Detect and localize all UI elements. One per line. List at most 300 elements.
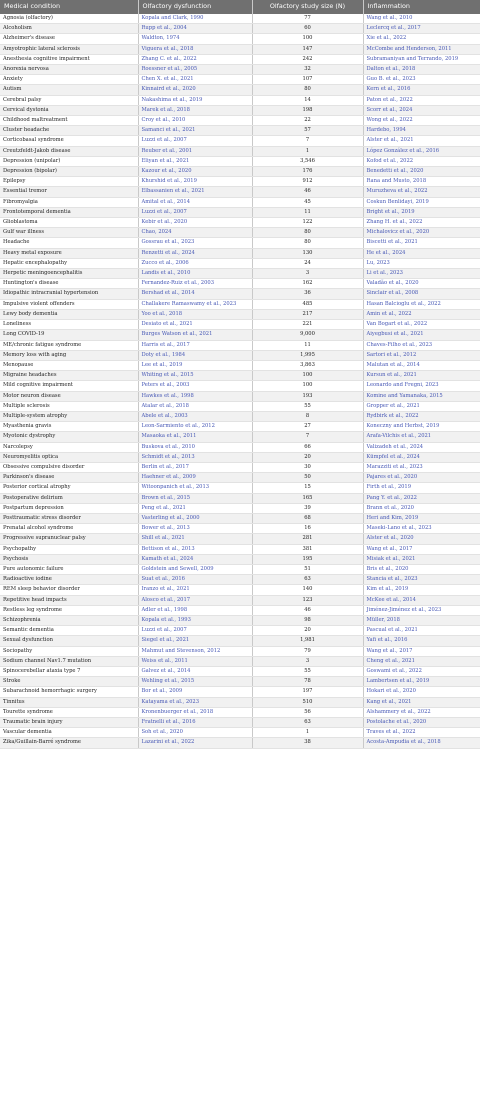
olfactory-citation-link[interactable]: Peng et al., 2021 xyxy=(138,503,252,513)
inflammation-citation-link[interactable]: Wang et al., 2017 xyxy=(363,646,480,656)
condition-cell: Postoperative delirium xyxy=(0,493,138,503)
olfactory-citation-link[interactable]: Amital et al., 2014 xyxy=(138,197,252,207)
study-size-cell: 38 xyxy=(252,738,363,748)
olfactory-citation-link[interactable]: Atalar et al., 2018 xyxy=(138,401,252,411)
olfactory-citation-link[interactable]: Bower et al., 2013 xyxy=(138,524,252,534)
table-row xyxy=(0,493,480,503)
inflammation-citation-link[interactable]: Paton et al., 2022 xyxy=(363,95,480,105)
inflammation-citation-link[interactable]: Kang et al., 2021 xyxy=(363,697,480,707)
inflammation-citation-link[interactable]: Sartori et al., 2012 xyxy=(363,350,480,360)
inflammation-citation-link[interactable]: Alshammery et al., 2022 xyxy=(363,707,480,717)
study-size-cell: 63 xyxy=(252,718,363,728)
inflammation-citation-link[interactable]: Rydbirk et al., 2022 xyxy=(363,411,480,421)
condition-cell: Posterior cortical atrophy xyxy=(0,483,138,493)
table-row xyxy=(0,350,480,360)
table-row xyxy=(0,299,480,309)
condition-cell: Sodium channel Nav1.7 mutation xyxy=(0,656,138,666)
study-size-cell: 107 xyxy=(252,75,363,85)
study-size-cell: 57 xyxy=(252,126,363,136)
table-row xyxy=(0,95,480,105)
condition-cell: Tourette syndrome xyxy=(0,707,138,717)
olfactory-citation-link[interactable]: Luzzi et al., 2007 xyxy=(138,136,252,146)
olfactory-citation-link[interactable]: Fernandez-Ruiz et al., 2003 xyxy=(138,279,252,289)
inflammation-citation-link[interactable]: Bris et al., 2020 xyxy=(363,564,480,574)
olfactory-citation-link[interactable]: Zucco et al., 2006 xyxy=(138,258,252,268)
olfactory-citation-link[interactable]: Witoonpanich et al., 2013 xyxy=(138,483,252,493)
condition-cell: Anesthesia cognitive impairment xyxy=(0,54,138,64)
condition-cell: Myotonic dystrophy xyxy=(0,432,138,442)
inflammation-citation-link[interactable]: Kursun et al., 2021 xyxy=(363,371,480,381)
olfactory-citation-link[interactable]: Khurshid et al., 2019 xyxy=(138,177,252,187)
olfactory-citation-link[interactable]: Hawkes et al., 1998 xyxy=(138,391,252,401)
inflammation-citation-link[interactable]: Lambertsen et al., 2019 xyxy=(363,677,480,687)
study-size-cell: 63 xyxy=(252,575,363,585)
olfactory-citation-link[interactable]: Nakashima et al., 2019 xyxy=(138,95,252,105)
inflammation-citation-link[interactable]: Xie et al., 2022 xyxy=(363,34,480,44)
olfactory-citation-link[interactable]: Galvez et al., 2014 xyxy=(138,667,252,677)
table-row xyxy=(0,718,480,728)
study-size-cell: 195 xyxy=(252,554,363,564)
inflammation-citation-link[interactable]: Arafa-Vilchis et al., 2021 xyxy=(363,432,480,442)
olfactory-citation-link[interactable]: Doty et al., 1984 xyxy=(138,350,252,360)
olfactory-citation-link[interactable]: Bor et al., 2009 xyxy=(138,687,252,697)
study-size-cell: 11 xyxy=(252,340,363,350)
condition-cell: Psychosis xyxy=(0,554,138,564)
table-row xyxy=(0,667,480,677)
condition-cell: Cerebral palsy xyxy=(0,95,138,105)
inflammation-citation-link[interactable]: Firth et al., 2019 xyxy=(363,483,480,493)
inflammation-citation-link[interactable]: Chaves-Filho et al., 2023 xyxy=(363,340,480,350)
table-header xyxy=(0,0,480,14)
condition-cell: REM sleep behavior disorder xyxy=(0,585,138,595)
inflammation-citation-link[interactable]: Kim et al., 2019 xyxy=(363,585,480,595)
olfactory-citation-link[interactable]: Peters et al., 2003 xyxy=(138,381,252,391)
condition-cell: Gulf war illness xyxy=(0,228,138,238)
table-row xyxy=(0,544,480,554)
inflammation-citation-link[interactable]: Guo B. et al., 2023 xyxy=(363,75,480,85)
table-row xyxy=(0,483,480,493)
inflammation-citation-link[interactable]: Rana and Musto, 2018 xyxy=(363,177,480,187)
olfactory-citation-link[interactable]: Suat et al., 2016 xyxy=(138,575,252,585)
olfactory-citation-link[interactable]: Lazarini et al., 2022 xyxy=(138,738,252,748)
olfactory-citation-link[interactable]: Fratnelli et al., 2016 xyxy=(138,718,252,728)
condition-cell: Anxiety xyxy=(0,75,138,85)
table-row xyxy=(0,309,480,319)
condition-cell: Agnosia (olfactory) xyxy=(0,14,138,24)
condition-cell: Headache xyxy=(0,238,138,248)
inflammation-citation-link[interactable]: López González et al., 2016 xyxy=(363,146,480,156)
inflammation-citation-link[interactable]: Gropper et al., 2021 xyxy=(363,401,480,411)
table-row xyxy=(0,707,480,717)
olfactory-citation-link[interactable]: Schmidt et al., 2013 xyxy=(138,452,252,462)
olfactory-citation-link[interactable]: Renzetti et al., 2024 xyxy=(138,248,252,258)
olfactory-citation-link[interactable]: Buskova et al., 2010 xyxy=(138,442,252,452)
inflammation-citation-link[interactable]: Misiak et al., 2021 xyxy=(363,554,480,564)
olfactory-citation-link[interactable]: Lee et al., 2019 xyxy=(138,360,252,370)
olfactory-citation-link[interactable]: Brown et al., 2015 xyxy=(138,493,252,503)
table-row xyxy=(0,24,480,34)
condition-cell: Amyotrophic lateral sclerosis xyxy=(0,44,138,54)
inflammation-citation-link[interactable]: Kümpfel et al., 2024 xyxy=(363,452,480,462)
inflammation-citation-link[interactable]: Li et al., 2023 xyxy=(363,269,480,279)
inflammation-citation-link[interactable]: Valizadeh et al., 2024 xyxy=(363,442,480,452)
study-size-cell: 68 xyxy=(252,513,363,523)
table-row xyxy=(0,554,480,564)
condition-cell: Tinnitus xyxy=(0,697,138,707)
olfactory-citation-link[interactable]: Soh et al., 2020 xyxy=(138,728,252,738)
table-row xyxy=(0,534,480,544)
study-size-cell: 66 xyxy=(252,442,363,452)
table-row xyxy=(0,177,480,187)
olfactory-citation-link[interactable]: Siegel et al., 2021 xyxy=(138,636,252,646)
inflammation-citation-link[interactable]: Jiménez-Jiménez et al., 2023 xyxy=(363,605,480,615)
study-size-cell: 27 xyxy=(252,422,363,432)
inflammation-citation-link[interactable]: Müller, 2018 xyxy=(363,615,480,625)
study-size-cell: 100 xyxy=(252,371,363,381)
condition-cell: Depression (unipolar) xyxy=(0,156,138,166)
inflammation-citation-link[interactable]: Heri and Kim, 2019 xyxy=(363,513,480,523)
study-size-cell: 16 xyxy=(252,524,363,534)
study-size-cell: 122 xyxy=(252,218,363,228)
study-size-cell: 80 xyxy=(252,228,363,238)
table-body xyxy=(0,14,480,748)
condition-cell: ME/chronic fatigue syndrome xyxy=(0,340,138,350)
condition-cell: Memory loss with aging xyxy=(0,350,138,360)
olfactory-citation-link[interactable]: Gossrau et al., 2023 xyxy=(138,238,252,248)
study-size-cell: 11 xyxy=(252,207,363,217)
condition-cell: Loneliness xyxy=(0,320,138,330)
study-size-cell: 50 xyxy=(252,473,363,483)
study-size-cell: 7 xyxy=(252,136,363,146)
olfactory-citation-link[interactable]: Waldton, 1974 xyxy=(138,34,252,44)
condition-cell: Epilepsy xyxy=(0,177,138,187)
table-row xyxy=(0,646,480,656)
study-size-cell: 79 xyxy=(252,646,363,656)
table-row xyxy=(0,320,480,330)
condition-cell: Spinocerebellar ataxia type 7 xyxy=(0,667,138,677)
table-row xyxy=(0,34,480,44)
study-size-cell: 197 xyxy=(252,687,363,697)
study-size-cell: 3,863 xyxy=(252,360,363,370)
olfactory-citation-link[interactable]: Zhang C. et al., 2022 xyxy=(138,54,252,64)
inflammation-citation-link[interactable]: Kern et al., 2016 xyxy=(363,85,480,95)
study-size-cell: 381 xyxy=(252,544,363,554)
olfactory-citation-link[interactable]: Kronenbuerger et al., 2018 xyxy=(138,707,252,717)
inflammation-citation-link[interactable]: Cheng et al., 2021 xyxy=(363,656,480,666)
olfactory-citation-link[interactable]: Wehling et al., 2015 xyxy=(138,677,252,687)
table-row xyxy=(0,54,480,64)
olfactory-citation-link[interactable]: Rupp et al., 2004 xyxy=(138,24,252,34)
table-row xyxy=(0,575,480,585)
inflammation-citation-link[interactable]: Marazziti et al., 2023 xyxy=(363,462,480,472)
condition-cell: Prenatal alcohol syndrome xyxy=(0,524,138,534)
condition-cell: Traumatic brain injury xyxy=(0,718,138,728)
inflammation-citation-link[interactable]: Lu, 2023 xyxy=(363,258,480,268)
inflammation-citation-link[interactable]: Zhang H. et al., 2022 xyxy=(363,218,480,228)
inflammation-citation-link[interactable]: Wang et al., 2010 xyxy=(363,14,480,24)
inflammation-citation-link[interactable]: Coskun Benlidayi, 2019 xyxy=(363,197,480,207)
condition-cell: Semantic dementia xyxy=(0,626,138,636)
olfactory-citation-link[interactable]: Kebir et al., 2020 xyxy=(138,218,252,228)
olfactory-citation-link[interactable]: Luzzi et al., 2007 xyxy=(138,626,252,636)
inflammation-citation-link[interactable]: Sinclair et al., 2008 xyxy=(363,289,480,299)
olfactory-citation-link[interactable]: Chen X. et al., 2021 xyxy=(138,75,252,85)
inflammation-citation-link[interactable]: Kofod et al., 2022 xyxy=(363,156,480,166)
olfactory-citation-link[interactable]: Samanci et al., 2021 xyxy=(138,126,252,136)
study-size-cell: 193 xyxy=(252,391,363,401)
condition-cell: Cluster headache xyxy=(0,126,138,136)
table-row xyxy=(0,330,480,340)
inflammation-citation-link[interactable]: Subramaniyan and Terrando, 2019 xyxy=(363,54,480,64)
inflammation-citation-link[interactable]: Alster et al., 2020 xyxy=(363,534,480,544)
condition-cell: Fibromyalgia xyxy=(0,197,138,207)
table-row xyxy=(0,728,480,738)
condition-cell: Posttraumatic stress disorder xyxy=(0,513,138,523)
condition-cell: Motor neuron disease xyxy=(0,391,138,401)
study-size-cell: 32 xyxy=(252,65,363,75)
condition-cell: Restless leg syndrome xyxy=(0,605,138,615)
inflammation-citation-link[interactable]: Leclercq et al., 2017 xyxy=(363,24,480,34)
condition-cell: Neuromyelitis optica xyxy=(0,452,138,462)
olfactory-citation-link[interactable]: Viguera et al., 2018 xyxy=(138,44,252,54)
condition-cell: Frontotemporal dementia xyxy=(0,207,138,217)
olfactory-citation-link[interactable]: Roessner et al., 2005 xyxy=(138,65,252,75)
condition-cell: Creutzfeldt-Jakob disease xyxy=(0,146,138,156)
olfactory-citation-link[interactable]: Harris et al., 2017 xyxy=(138,340,252,350)
inflammation-citation-link[interactable]: Hokari et al., 2020 xyxy=(363,687,480,697)
condition-cell: Zika/Guillain-Barré syndrome xyxy=(0,738,138,748)
header-row xyxy=(0,0,480,14)
study-size-cell: 100 xyxy=(252,34,363,44)
study-size-cell: 1 xyxy=(252,728,363,738)
inflammation-citation-link[interactable]: Yafi et al., 2016 xyxy=(363,636,480,646)
inflammation-citation-link[interactable]: Postolache et al., 2020 xyxy=(363,718,480,728)
olfactory-citation-link[interactable]: Kazour et al., 2020 xyxy=(138,167,252,177)
olfactory-citation-link[interactable]: Kopala and Clark, 1990 xyxy=(138,14,252,24)
olfactory-citation-link[interactable]: Chao, 2024 xyxy=(138,228,252,238)
inflammation-citation-link[interactable]: Van Bogart et al., 2022 xyxy=(363,320,480,330)
header-olfactory-dysfunction: Olfactory dysfunction xyxy=(138,0,252,14)
inflammation-citation-link[interactable]: Pang Y. et al., 2022 xyxy=(363,493,480,503)
table-row xyxy=(0,462,480,472)
study-size-cell: 55 xyxy=(252,667,363,677)
table-row xyxy=(0,656,480,666)
study-size-cell: 22 xyxy=(252,116,363,126)
condition-cell: Radioactive iodine xyxy=(0,575,138,585)
olfactory-citation-link[interactable]: Burges Watson et al., 2021 xyxy=(138,330,252,340)
table-row xyxy=(0,564,480,574)
olfactory-citation-link[interactable]: Shill et al., 2021 xyxy=(138,534,252,544)
olfactory-citation-link[interactable]: Bettison et al., 2013 xyxy=(138,544,252,554)
inflammation-citation-link[interactable]: Dalton et al., 2018 xyxy=(363,65,480,75)
condition-cell: Alzheimer's disease xyxy=(0,34,138,44)
olfactory-citation-link[interactable]: Mahmut and Stevenson, 2012 xyxy=(138,646,252,656)
study-size-cell: 485 xyxy=(252,299,363,309)
study-size-cell: 8 xyxy=(252,411,363,421)
olfactory-citation-link[interactable]: Challakere Ramaswamy et al., 2023 xyxy=(138,299,252,309)
olfactory-citation-link[interactable]: Vasterling et al., 2000 xyxy=(138,513,252,523)
table-row xyxy=(0,381,480,391)
table-row xyxy=(0,585,480,595)
study-size-cell: 55 xyxy=(252,401,363,411)
condition-cell: Lewy body dementia xyxy=(0,309,138,319)
olfactory-citation-link[interactable]: Reuber et al., 2001 xyxy=(138,146,252,156)
condition-cell: Huntington's disease xyxy=(0,279,138,289)
table-row xyxy=(0,116,480,126)
olfactory-citation-link[interactable]: Kamath et al., 2024 xyxy=(138,554,252,564)
study-size-cell: 15 xyxy=(252,483,363,493)
olfactory-citation-link[interactable]: Kopala et al., 1993 xyxy=(138,615,252,625)
study-size-cell: 14 xyxy=(252,95,363,105)
study-size-cell: 46 xyxy=(252,605,363,615)
study-size-cell: 198 xyxy=(252,105,363,115)
condition-cell: Stroke xyxy=(0,677,138,687)
olfactory-citation-link[interactable]: Marek et al., 2018 xyxy=(138,105,252,115)
study-size-cell: 39 xyxy=(252,503,363,513)
olfactory-citation-link[interactable]: Desiato et al., 2021 xyxy=(138,320,252,330)
olfactory-citation-link[interactable]: Abele et al., 2003 xyxy=(138,411,252,421)
inflammation-citation-link[interactable]: Aiyegbusi et al., 2021 xyxy=(363,330,480,340)
inflammation-citation-link[interactable]: Acosta-Ampudia et al., 2018 xyxy=(363,738,480,748)
inflammation-citation-link[interactable]: McCombe and Henderson, 2011 xyxy=(363,44,480,54)
study-size-cell: 20 xyxy=(252,626,363,636)
inflammation-citation-link[interactable]: Leonardo and Fregni, 2023 xyxy=(363,381,480,391)
table-row xyxy=(0,401,480,411)
olfactory-citation-link[interactable]: Kinnaird et al., 2020 xyxy=(138,85,252,95)
condition-cell: Depression (bipolar) xyxy=(0,167,138,177)
inflammation-citation-link[interactable]: Benedetti et al., 2020 xyxy=(363,167,480,177)
condition-cell: Migraine headaches xyxy=(0,371,138,381)
condition-cell: Vascular dementia xyxy=(0,728,138,738)
condition-cell: Heavy metal exposure xyxy=(0,248,138,258)
olfactory-citation-link[interactable]: Luzzi et al., 2007 xyxy=(138,207,252,217)
table-row xyxy=(0,687,480,697)
condition-cell: Herpetic meningoencephalitis xyxy=(0,269,138,279)
inflammation-citation-link[interactable]: Bright et al., 2019 xyxy=(363,207,480,217)
inflammation-citation-link[interactable]: Pascual et al., 2021 xyxy=(363,626,480,636)
olfactory-citation-link[interactable]: Eliyan et al., 2021 xyxy=(138,156,252,166)
inflammation-citation-link[interactable]: Brann et al., 2020 xyxy=(363,503,480,513)
inflammation-citation-link[interactable]: Goswami et al., 2022 xyxy=(363,667,480,677)
olfactory-citation-link[interactable]: Yoo et al., 2018 xyxy=(138,309,252,319)
olfactory-citation-link[interactable]: Bershad et al., 2014 xyxy=(138,289,252,299)
olfactory-citation-link[interactable]: Berlin et al., 2017 xyxy=(138,462,252,472)
olfactory-citation-link[interactable]: Alosco et al., 2017 xyxy=(138,595,252,605)
table-row xyxy=(0,605,480,615)
condition-cell: Anorexia nervosa xyxy=(0,65,138,75)
olfactory-citation-link[interactable]: Elbassanien et al., 2021 xyxy=(138,187,252,197)
table-row xyxy=(0,44,480,54)
table-row xyxy=(0,167,480,177)
olfactory-citation-link[interactable]: Adler et al., 1998 xyxy=(138,605,252,615)
table-row xyxy=(0,738,480,748)
inflammation-citation-link[interactable]: Michalovicz et al., 2020 xyxy=(363,228,480,238)
study-size-cell: 165 xyxy=(252,493,363,503)
study-size-cell: 1,981 xyxy=(252,636,363,646)
olfactory-citation-link[interactable]: Masaoka et al., 2011 xyxy=(138,432,252,442)
table-row xyxy=(0,697,480,707)
olfactory-citation-link[interactable]: Croy et al., 2010 xyxy=(138,116,252,126)
table-row xyxy=(0,626,480,636)
inflammation-citation-link[interactable]: Stancia et al., 2023 xyxy=(363,575,480,585)
study-size-cell: 78 xyxy=(252,677,363,687)
condition-cell: Impulsive violent offenders xyxy=(0,299,138,309)
olfactory-citation-link[interactable]: Iranzo et al., 2021 xyxy=(138,585,252,595)
olfactory-citation-link[interactable]: Goldstein and Sewell, 2009 xyxy=(138,564,252,574)
inflammation-citation-link[interactable]: Komine and Yamanaka, 2015 xyxy=(363,391,480,401)
inflammation-citation-link[interactable]: Alster et al., 2021 xyxy=(363,136,480,146)
table-row xyxy=(0,248,480,258)
header-study-size: Olfactory study size (N) xyxy=(252,0,363,14)
study-size-cell: 24 xyxy=(252,258,363,268)
table-row xyxy=(0,432,480,442)
olfactory-citation-link[interactable]: Katayama et al., 2023 xyxy=(138,697,252,707)
inflammation-citation-link[interactable]: Maseki-Lano et al., 2023 xyxy=(363,524,480,534)
inflammation-citation-link[interactable]: Amin et al., 2022 xyxy=(363,309,480,319)
inflammation-citation-link[interactable]: Wong et al., 2022 xyxy=(363,116,480,126)
table-row xyxy=(0,75,480,85)
table-row xyxy=(0,473,480,483)
inflammation-citation-link[interactable]: Scorr et al., 2024 xyxy=(363,105,480,115)
inflammation-citation-link[interactable]: Pajares et al., 2020 xyxy=(363,473,480,483)
table-row xyxy=(0,289,480,299)
table-row xyxy=(0,452,480,462)
condition-cell: Corticobasal syndrome xyxy=(0,136,138,146)
condition-cell: Multiple sclerosis xyxy=(0,401,138,411)
table-row xyxy=(0,85,480,95)
table-row xyxy=(0,615,480,625)
olfactory-citation-link[interactable]: Leon-Sarmiento et al., 2012 xyxy=(138,422,252,432)
condition-cell: Parkinson's disease xyxy=(0,473,138,483)
olfactory-citation-link[interactable]: Whiting et al., 2015 xyxy=(138,371,252,381)
study-size-cell: 221 xyxy=(252,320,363,330)
table-row xyxy=(0,14,480,24)
inflammation-citation-link[interactable]: He et al., 2024 xyxy=(363,248,480,258)
inflammation-citation-link[interactable]: Wang et al., 2017 xyxy=(363,544,480,554)
table-row xyxy=(0,503,480,513)
inflammation-citation-link[interactable]: Hasan Balcioglu et al., 2022 xyxy=(363,299,480,309)
study-size-cell: 46 xyxy=(252,187,363,197)
study-size-cell: 20 xyxy=(252,452,363,462)
inflammation-citation-link[interactable]: Traves et al., 2022 xyxy=(363,728,480,738)
inflammation-citation-link[interactable]: Valadão et al., 2020 xyxy=(363,279,480,289)
study-size-cell: 140 xyxy=(252,585,363,595)
table-row xyxy=(0,513,480,523)
condition-cell: Childhood maltreatment xyxy=(0,116,138,126)
table-row xyxy=(0,279,480,289)
inflammation-citation-link[interactable]: McKee et al., 2014 xyxy=(363,595,480,605)
study-size-cell: 242 xyxy=(252,54,363,64)
inflammation-citation-link[interactable]: Malutan et al., 2014 xyxy=(363,360,480,370)
table-row xyxy=(0,360,480,370)
study-size-cell: 100 xyxy=(252,381,363,391)
table-row xyxy=(0,524,480,534)
table-row xyxy=(0,442,480,452)
inflammation-citation-link[interactable]: Koneczny and Herbst, 2019 xyxy=(363,422,480,432)
condition-cell: Cervical dystonia xyxy=(0,105,138,115)
olfactory-citation-link[interactable]: Landis et al., 2010 xyxy=(138,269,252,279)
table-row xyxy=(0,146,480,156)
inflammation-citation-link[interactable]: Biscetti et al., 2021 xyxy=(363,238,480,248)
olfactory-citation-link[interactable]: Weiss et al., 2011 xyxy=(138,656,252,666)
table-row xyxy=(0,156,480,166)
inflammation-citation-link[interactable]: Hardebo, 1994 xyxy=(363,126,480,136)
condition-cell: Myasthenia gravis xyxy=(0,422,138,432)
inflammation-citation-link[interactable]: Muruzheva et al., 2022 xyxy=(363,187,480,197)
table-row xyxy=(0,126,480,136)
table-row xyxy=(0,595,480,605)
olfactory-citation-link[interactable]: Haehner et al., 2009 xyxy=(138,473,252,483)
